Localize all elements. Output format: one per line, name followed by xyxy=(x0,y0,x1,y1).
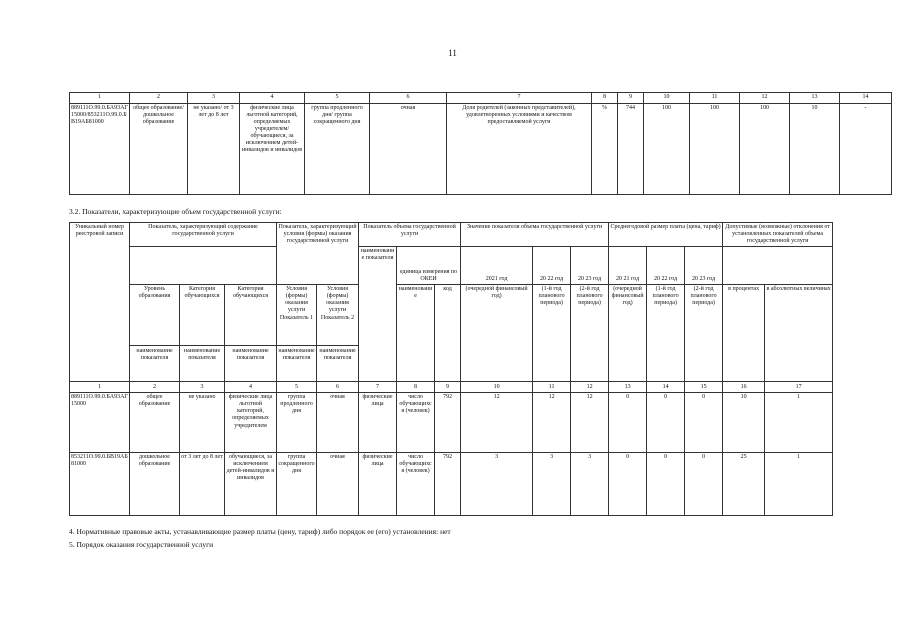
col-num: 17 xyxy=(765,382,833,393)
section-4-text: 4. Нормативные правовые акты, устанавливающие размер платы (цену, тариф) либо порядок ее (его) установления: нет xyxy=(69,527,451,536)
sub-header-category-2-text: Категория обучающихся xyxy=(225,285,276,346)
registry-number: 889111О.99.0.БА93АГ15000/853211О.99.0.БВ19АБ81000 xyxy=(70,104,130,195)
year-label: 20 21 год xyxy=(615,276,640,283)
col-num: 2 xyxy=(130,93,188,104)
section-5-heading: 5. Порядок оказания государственной услуги xyxy=(69,540,214,549)
col-num: 8 xyxy=(592,93,618,104)
header-avg-year-1-desc: (очередной финансовый год) xyxy=(609,285,647,382)
header-unit-code: код xyxy=(435,285,461,382)
header-year-2-desc: (1-й год планового периода) xyxy=(533,285,571,382)
header-deviation-percent: в процентах xyxy=(723,285,765,382)
sub-header-condition-2 xyxy=(317,285,359,382)
col-num: 7 xyxy=(359,382,397,393)
cell: от 3 лет до 8 лет xyxy=(180,453,225,516)
sub-header-condition-1 xyxy=(277,285,317,382)
name-label: наименование показателя xyxy=(232,348,269,362)
header-volume: Показатель объема государственной услуги xyxy=(359,223,461,247)
cell: очная xyxy=(317,453,359,516)
year-label: 2021 год xyxy=(485,276,508,283)
cell: общее образование/ дошкольное образование xyxy=(130,104,188,195)
header-avg-year-3-desc: (2-й год планового периода) xyxy=(685,285,723,382)
header-unit: единица измерения по ОКЕИ xyxy=(397,247,461,285)
cell: 792 xyxy=(435,453,461,516)
header-avg-year-2 xyxy=(647,247,685,285)
cell: 3 xyxy=(461,453,533,516)
col-num: 9 xyxy=(618,93,644,104)
cell: группа продленного дня xyxy=(277,393,317,453)
col-num: 8 xyxy=(397,382,435,393)
name-label: наименование показателя xyxy=(136,348,173,362)
cell: физические лица xyxy=(359,393,397,453)
header-unit-name: наименование xyxy=(397,285,435,382)
cell: 1 xyxy=(765,453,833,516)
col-num: 1 xyxy=(70,93,130,104)
section-3-2-heading: 3.2. Показатели, характеризующие объем государственной услуги: xyxy=(69,207,282,216)
col-num: 5 xyxy=(277,382,317,393)
col-num: 2 xyxy=(130,382,180,393)
col-num: 12 xyxy=(571,382,609,393)
sub-header-condition-1-text: Условия (формы) оказания услуги Показатель 1 xyxy=(277,285,316,346)
col-num: 16 xyxy=(723,382,765,393)
cell: 12 xyxy=(571,393,609,453)
col-num: 15 xyxy=(685,382,723,393)
header-deviation: Допустимые (возможные) отклонения от установленных показателей объема государственной услуги xyxy=(723,223,833,247)
cell: 100 xyxy=(690,104,740,195)
col-num: 12 xyxy=(740,93,790,104)
header-year-3 xyxy=(571,247,609,285)
col-num: 3 xyxy=(180,382,225,393)
cell: очная xyxy=(317,393,359,453)
cell: Доля родителей (законных представителей), удовлетворенных условиями и качеством предоставляемой услуги xyxy=(447,104,592,195)
year-label: 20 22 год xyxy=(653,276,678,283)
sub-header-category-text: Категория обучающихся xyxy=(180,285,224,346)
name-label: наименование показателя xyxy=(183,348,221,362)
cell: 1 xyxy=(765,393,833,453)
cell: 10 xyxy=(790,104,840,195)
cell: дошкольное образование xyxy=(130,453,180,516)
cell: 0 xyxy=(685,453,723,516)
header-year-2 xyxy=(533,247,571,285)
header-deviation-absolute: в абсолютных величинах xyxy=(765,285,833,382)
year-label: 20 22 год xyxy=(539,276,564,283)
header-content: Показатель, характеризующий содержание государственной услуги xyxy=(130,223,277,247)
header-value: Значение показателя объема государственной услуги xyxy=(461,223,609,247)
cell: 12 xyxy=(533,393,571,453)
sub-header-level-text: Уровень образования xyxy=(130,285,179,346)
cell: 0 xyxy=(609,393,647,453)
cell: 0 xyxy=(647,393,685,453)
cell: 100 xyxy=(740,104,790,195)
cell: 12 xyxy=(461,393,533,453)
cell: физические лица xyxy=(359,453,397,516)
cell: число обучающихся (человек) xyxy=(397,393,435,453)
col-num: 4 xyxy=(240,93,305,104)
col-num: 13 xyxy=(790,93,840,104)
cell: 100 xyxy=(644,104,690,195)
col-num: 10 xyxy=(644,93,690,104)
header-volume-name: наименование показателя xyxy=(359,247,397,382)
col-num: 11 xyxy=(690,93,740,104)
header-row xyxy=(70,247,833,285)
header-year-1 xyxy=(461,247,533,285)
col-num: 1 xyxy=(70,382,130,393)
header-year-3-desc: (2-й год планового периода) xyxy=(571,285,609,382)
header-conditions: Показатель, характеризующий условия (формы) оказания государственной услуги xyxy=(277,223,359,285)
cell: группа сокращенного дня xyxy=(277,453,317,516)
col-num: 4 xyxy=(225,382,277,393)
col-num: 6 xyxy=(370,93,447,104)
header-unique-number: Уникальный номер реестровой записи xyxy=(70,223,130,382)
table-row xyxy=(70,453,833,516)
cell: 0 xyxy=(685,393,723,453)
header-year-1-desc: (очередной финансовый год) xyxy=(461,285,533,382)
volume-indicators-table xyxy=(69,222,833,516)
cell: общее образование xyxy=(130,393,180,453)
col-num: 7 xyxy=(447,93,592,104)
sub-header-level xyxy=(130,285,180,382)
column-numbers-row xyxy=(70,382,833,393)
column-numbers-row xyxy=(70,93,892,104)
col-num: 10 xyxy=(461,382,533,393)
cell: число обучающихся (человек) xyxy=(397,453,435,516)
header-avg-fee: Среднегодовой размер платы (цена, тариф) xyxy=(609,223,723,247)
cell: 10 xyxy=(723,393,765,453)
header-avg-year-2-desc: (1-й год планового периода) xyxy=(647,285,685,382)
header-content-spacer xyxy=(130,247,277,285)
header-avg-year-3 xyxy=(685,247,723,285)
table-row xyxy=(70,104,892,195)
col-num: 13 xyxy=(609,382,647,393)
year-label: 20 23 год xyxy=(577,276,602,283)
name-label: наименование показателя xyxy=(278,348,315,362)
sub-header-category xyxy=(180,285,225,382)
header-row xyxy=(70,223,833,247)
col-num: 14 xyxy=(840,93,892,104)
registry-number: 889111О.99.0.БА93АГ15000 xyxy=(70,393,130,453)
cell: группа продленного дня/ группа сокращенного дня xyxy=(305,104,370,195)
cell: 3 xyxy=(571,453,609,516)
cell: физические лица льготной категорий, определяемых учредителем xyxy=(225,393,277,453)
sub-header-category-2 xyxy=(225,285,277,382)
sub-header-condition-2-text: Условия (формы) оказания услуги Показатель 2 xyxy=(317,285,358,346)
col-num: 6 xyxy=(317,382,359,393)
header-deviation-spacer xyxy=(723,247,833,285)
header-row xyxy=(70,285,833,382)
cell: 0 xyxy=(647,453,685,516)
cell: не указано xyxy=(180,393,225,453)
year-label: 20 23 год xyxy=(691,276,716,283)
quality-indicators-table xyxy=(69,92,892,195)
registry-number: 853211О.99.0.БВ19АБ81000 xyxy=(70,453,130,516)
col-num: 5 xyxy=(305,93,370,104)
cell: физические лица льготной категорий, определяемых учредителем/ обучающиеся, за исключением детей-инвалидов и инвалидов xyxy=(240,104,305,195)
name-label: наименование показателя xyxy=(319,348,356,362)
cell: 25 xyxy=(723,453,765,516)
cell: 3 xyxy=(533,453,571,516)
cell: 792 xyxy=(435,393,461,453)
cell: не указано/ от 3 лет до 8 лет xyxy=(188,104,240,195)
table-row xyxy=(70,393,833,453)
header-avg-year-1 xyxy=(609,247,647,285)
cell: очная xyxy=(370,104,447,195)
col-num: 11 xyxy=(533,382,571,393)
col-num: 3 xyxy=(188,93,240,104)
col-num: 14 xyxy=(647,382,685,393)
cell: - xyxy=(840,104,892,195)
cell: % xyxy=(592,104,618,195)
cell: 744 xyxy=(618,104,644,195)
page-number: 11 xyxy=(448,48,457,58)
col-num: 9 xyxy=(435,382,461,393)
cell: 0 xyxy=(609,453,647,516)
cell: обучающиеся, за исключением детей-инвалидов и инвалидов xyxy=(225,453,277,516)
